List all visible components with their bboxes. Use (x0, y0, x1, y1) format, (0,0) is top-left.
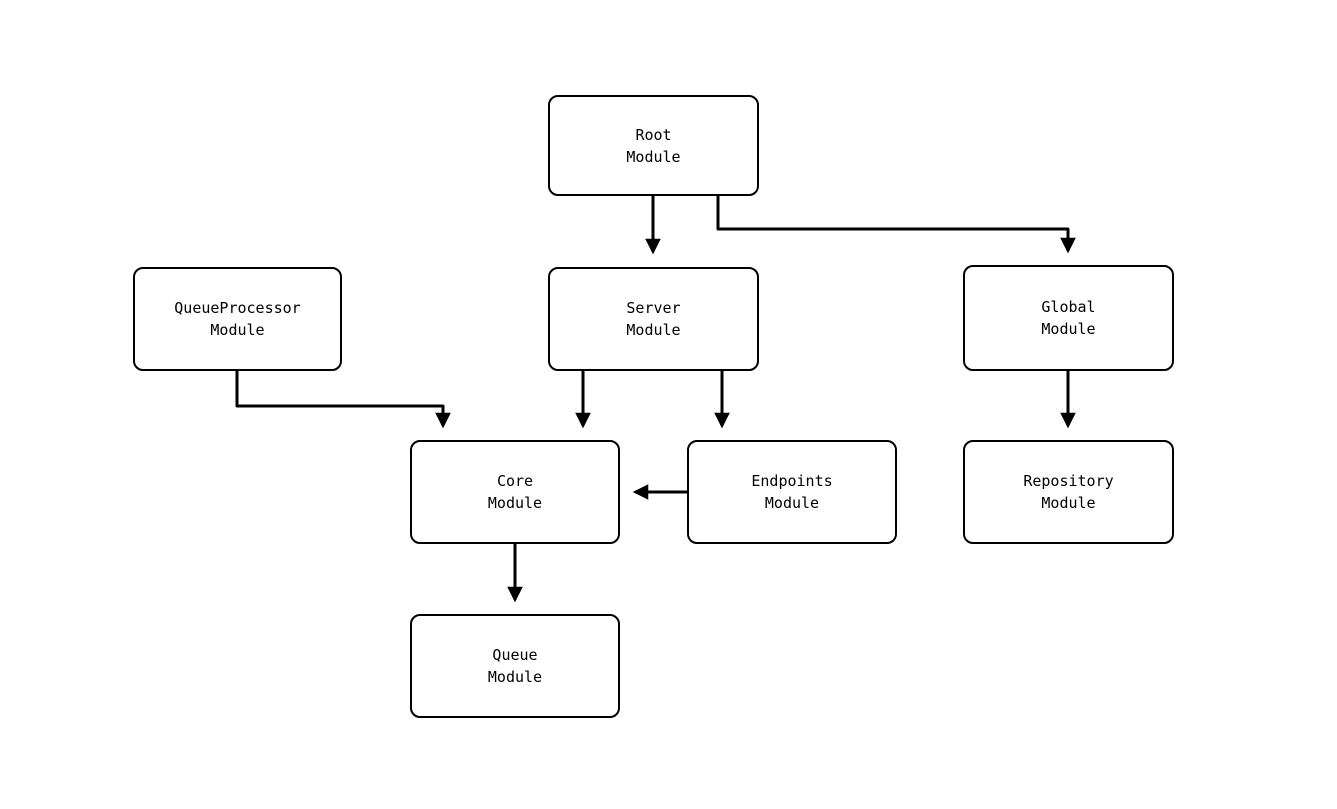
node-global-label-line2: Module (1041, 320, 1096, 338)
node-root-label-line1: Root (635, 125, 672, 144)
node-global-label-line1: Global (1041, 298, 1096, 316)
node-queue[interactable] (410, 614, 620, 718)
node-root[interactable] (548, 95, 759, 196)
node-global[interactable] (963, 265, 1174, 371)
node-queueprocessor-label-line2: Module (210, 321, 265, 339)
node-queue-label-line1: Queue (492, 646, 538, 664)
node-queueprocessor[interactable] (133, 267, 342, 371)
node-core-label-line2: Module (487, 494, 543, 512)
node-core-label-line1: Core (496, 472, 534, 490)
node-repository[interactable] (963, 440, 1174, 544)
node-endpoints[interactable] (687, 440, 897, 544)
node-endpoints-label-line1: Endpoints (751, 472, 833, 490)
node-server[interactable] (548, 267, 759, 371)
node-repository-label-line2: Module (1041, 494, 1096, 512)
node-queue-label-line2: Module (487, 668, 543, 686)
edge-root-global (718, 196, 1068, 251)
node-server-label-line1: Server (626, 299, 681, 317)
edge-queueprocessor-core (237, 371, 443, 426)
node-core[interactable] (410, 440, 620, 544)
node-endpoints-label-line2: Module (764, 494, 820, 512)
node-queueprocessor-label-line1: QueueProcessor (174, 299, 301, 317)
node-root-label-line2: Module (626, 147, 681, 166)
node-server-label-line2: Module (626, 321, 681, 339)
node-repository-label-line1: Repository (1023, 472, 1114, 490)
